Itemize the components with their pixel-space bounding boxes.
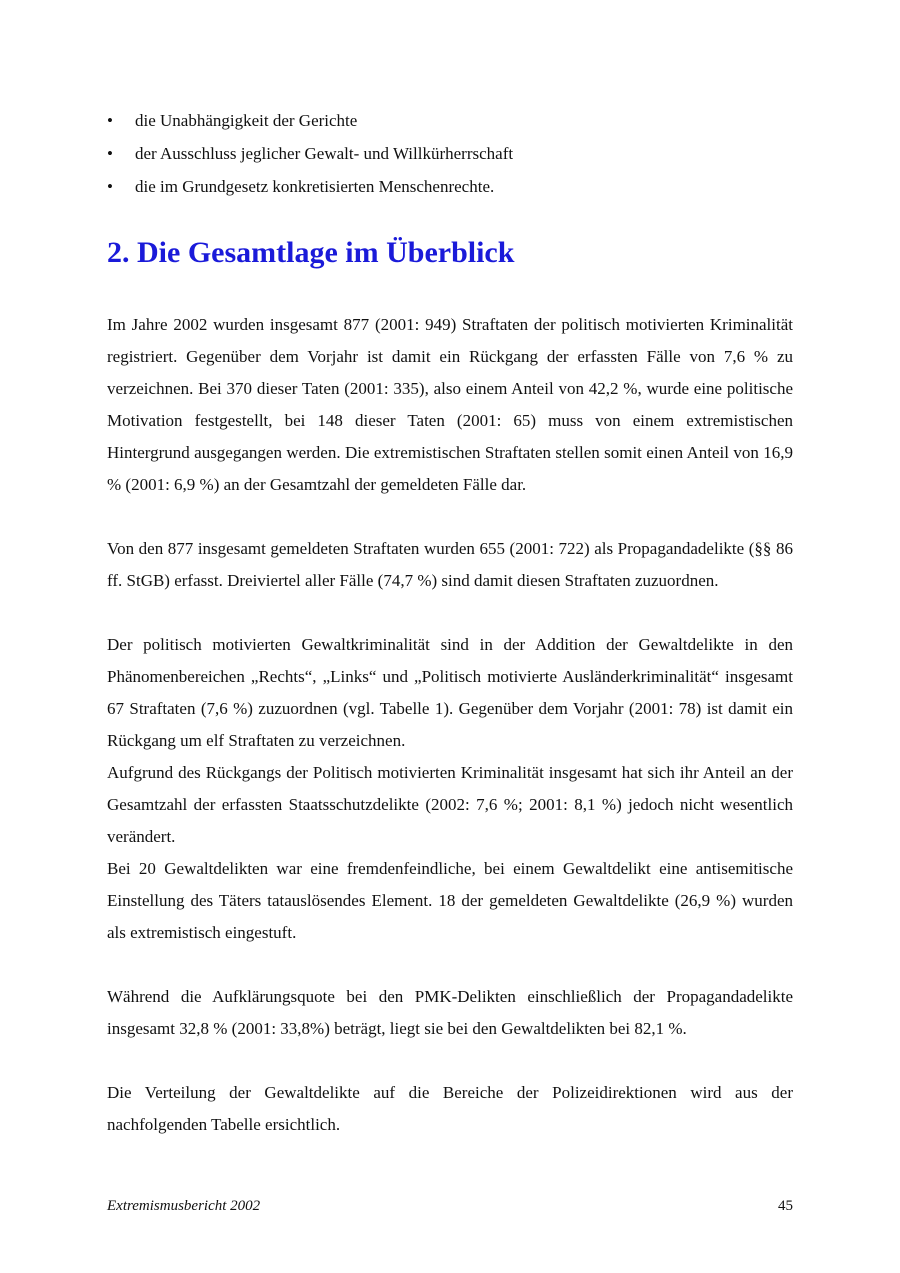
paragraph: Die Verteilung der Gewaltdelikte auf die Bereiche der Polizeidirektionen wird aus der nachfolgenden Tabelle ersichtlich. — [107, 1083, 793, 1134]
paragraph: Während die Aufklärungsquote bei den PMK-Delikten einschließlich der Propagandadelikte insgesamt 32,8 % (2001: 33,8%) beträgt, liegt sie bei den Gewaltdelikten bei 82,1 %. — [107, 987, 793, 1038]
section-heading: 2. Die Gesamtlage im Überblick — [107, 236, 515, 269]
paragraph: Bei 20 Gewaltdelikten war eine fremdenfeindliche, bei einem Gewaltdelikt eine antisemitische Einstellung des Täters tatauslösendes Element. 18 der gemeldeten Gewaltdelikte (26,9 %) wurden als extremistisch eingestuft. — [107, 859, 793, 942]
paragraph: Der politisch motivierten Gewaltkriminalität sind in der Addition der Gewaltdelikte in den Phänomenbereichen „Rechts“, „Links“ und „Politisch motivierte Ausländerkriminalität“ insgesamt 67 Straftaten (7,6 %) zuzuordnen (vgl. Tabelle 1). Gegenüber dem Vorjahr (2001: 78) ist damit ein Rückgang um elf Straftaten zu verzeichnen. — [107, 635, 793, 750]
page-content — [107, 104, 793, 1141]
bullet-item: • die Unabhängigkeit der Gerichte — [107, 104, 793, 137]
bullet-item: • die im Grundgesetz konkretisierten Menschenrechte. — [107, 170, 793, 203]
paragraph: Im Jahre 2002 wurden insgesamt 877 (2001: 949) Straftaten der politisch motivierten Kriminalität registriert. Gegenüber dem Vorjahr ist damit ein Rückgang der erfassten Fälle von 7,6 % zu verzeichnen. Bei 370 dieser Taten (2001: 335), also einem Anteil von 42,2 %, wurde eine politische Motivation festgestellt, bei 148 dieser Taten (2001: 65) muss von einem extremistischen Hintergrund ausgegangen werden. Die extremistischen Straftaten stellen somit einen Anteil von 16,9 % (2001: 6,9 %) an der Gesamtzahl der gemeldeten Fälle dar. — [107, 315, 793, 494]
paragraph: Aufgrund des Rückgangs der Politisch motivierten Kriminalität insgesamt hat sich ihr Anteil an der Gesamtzahl der erfassten Staatsschutzdelikte (2002: 7,6 %; 2001: 8,1 %) jedoch nicht wesentlich verändert. — [107, 763, 793, 846]
page-number: 45 — [778, 1198, 793, 1214]
paragraph: Von den 877 insgesamt gemeldeten Straftaten wurden 655 (2001: 722) als Propagandadelikte (§§ 86 ff. StGB) erfasst. Dreiviertel aller Fälle (74,7 %) sind damit diesen Straftaten zuzuordnen. — [107, 539, 793, 590]
bullet-list — [107, 104, 793, 203]
page-footer — [107, 1198, 793, 1215]
bullet-item: • der Ausschluss jeglicher Gewalt- und Willkürherrschaft — [107, 137, 793, 170]
footer-title: Extremismusbericht 2002 — [107, 1198, 261, 1214]
